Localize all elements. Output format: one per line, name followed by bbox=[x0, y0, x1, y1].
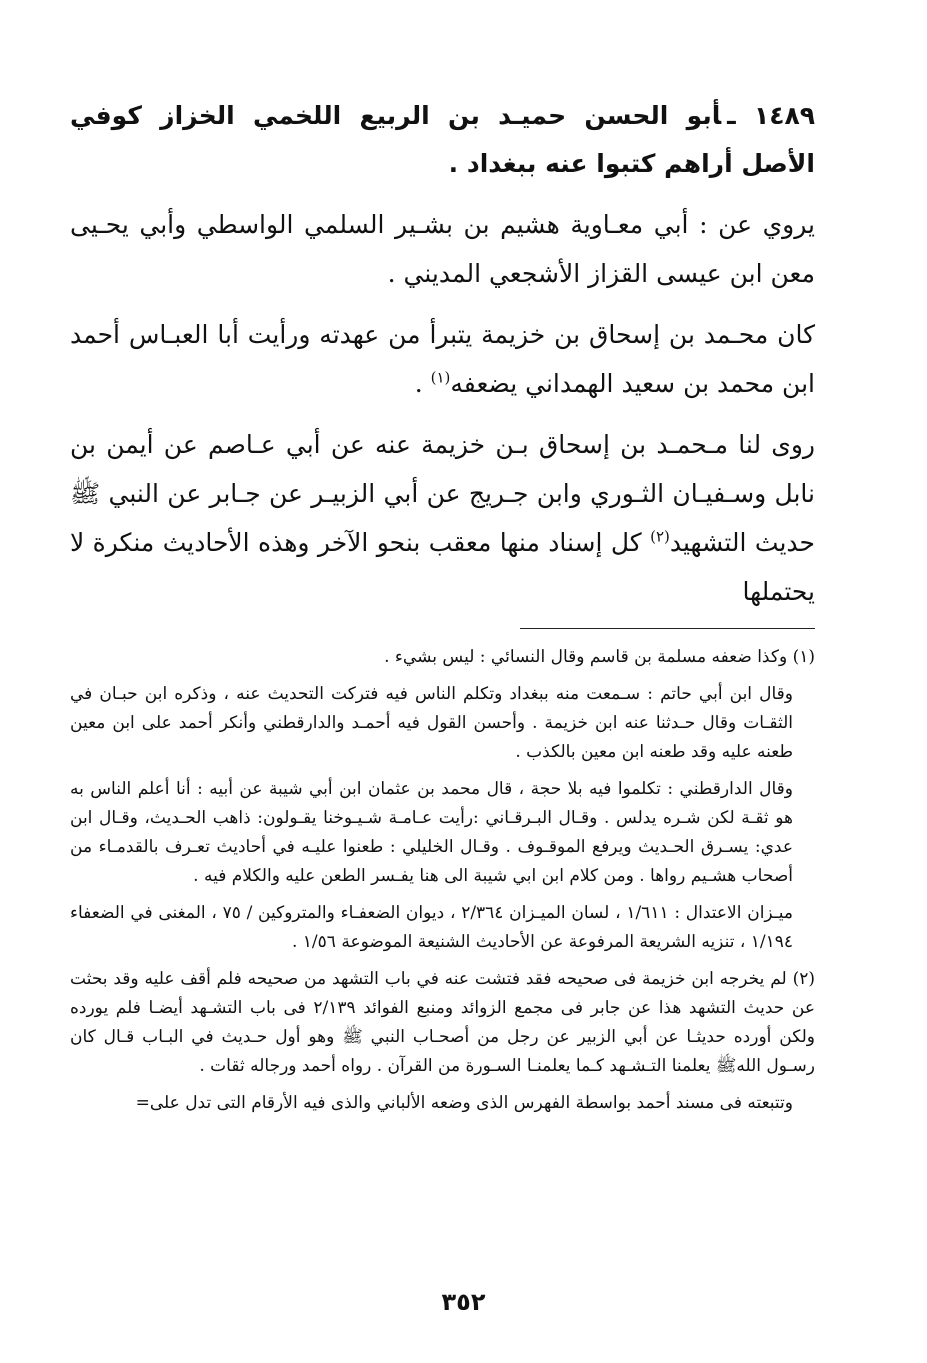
body-paragraph-2 bbox=[70, 310, 815, 408]
footnote-1-paragraph-2: وقال ابن أبي حاتم : سـمعت منه ببغداد وتكلم الناس فيه فتركت التحديث عنه ، وذكره ابن حبـان في الثقـات وقال حـدثنا عنه ابن خزيمة . وأحسن القول فيه أحمـد والدارقطني وأنكر أحمد على ابن معين طعنه عليه وقد طعنه ابن معين بالكذب . bbox=[70, 684, 793, 762]
footnote-1-sources: ميـزان الاعتدال : ١/٦١١ ، لسان الميـزان ٢/٣٦٤ ، ديوان الضعفـاء والمتروكين / ٧٥ ، المغنى في الضعفاء ١/١٩٤ ، تنزيه الشريعة المرفوعة عن الأحاديث الشنيعة الموضوعة ١/٥٦ . bbox=[70, 903, 794, 952]
footnote-2 bbox=[70, 965, 815, 1081]
footnote-1-line: وكذا ضعفه مسلمة بن قاسم وقال النسائي : ليس بشيء . bbox=[384, 647, 788, 667]
body-paragraph-3-text-a: روى لنا مـحمـد بن إسحاق بـن خزيمة عنه عن أبي عـاصم عن أيمن بن نابل وسـفيـان الثـوري وابن جـريج عن أبي الزبيـر عن جـابر عن النبي ﷺ حديث التشهيد bbox=[70, 430, 815, 557]
page-content bbox=[70, 92, 815, 1126]
footnote-ref-1: (١) bbox=[430, 368, 451, 387]
footnote-1 bbox=[70, 643, 815, 672]
body-paragraph-2-text: كان محـمد بن إسحاق بن خزيمة يتبرأ من عهدته ورأيت أبا العبـاس أحمد ابن محمد بن سعيد الهمداني يضعفه bbox=[70, 320, 815, 398]
page-number: ٣٥٢ bbox=[441, 1288, 486, 1316]
body-paragraph-2-end: . bbox=[414, 369, 431, 398]
footnote-2-continuation: وتتبعته فى مسند أحمد بواسطة الفهرس الذى وضعه الألباني والذى فيه الأرقام التى تدل على= bbox=[135, 1093, 793, 1113]
footnote-ref-2: (٢) bbox=[650, 527, 670, 546]
footnote-divider bbox=[520, 628, 815, 629]
body-paragraph-3 bbox=[70, 420, 815, 616]
entry-number: ١٤٨٩ ـ bbox=[727, 101, 816, 130]
footnote-1-paragraph-3: وقال الدارقطني : تكلموا فيه بلا حجة ، قال محمد بن عثمان ابن أبي شيبة عن أبيه : أنا أعلم الناس به هو ثقـة لكن شـره يدلس . وقـال البـرقـاني :رأيت عـامـة شـيـوخنا يقـولون: ذاهب الحـديث، وقـال ابن عدي: يسـرق الحـديث ويرفع الموقـوف . وقـال الخليلي : طعنوا عليـه في أحاديث تعـرف بالقدمـاء من أصحاب هشـيم رواها . ومن كلام ابن ابي شيبة الى هنا يفـسر الطعن عليه والكلام فيه . bbox=[70, 779, 793, 886]
entry-heading bbox=[70, 92, 815, 188]
entry-heading-text: أبو الحسن حميـد بن الربيع اللخمي الخزاز كوفي الأصل أراهم كتبوا عنه ببغداد . bbox=[70, 101, 815, 178]
body-paragraph-3-text-b: كل إسناد منها معقب بنحو الآخر وهذه الأحاديث منكرة لا يحتملها bbox=[70, 528, 815, 606]
body-paragraph-1: يروي عن : أبي معـاوية هشيم بن بشـير السلمي الواسطي وأبي يحـيى معن ابن عيسى القزاز الأشجعي المديني . bbox=[70, 210, 815, 288]
footnote-2-marker: (٢) bbox=[792, 969, 815, 989]
footnote-1-marker: (١) bbox=[792, 647, 815, 667]
footnote-2-text: لم يخرجه ابن خزيمة فى صحيحه فقد فتشت عنه في باب التشهد من صحيحه فلم أقف عليه وقد بحثت عن حديث التشهد هذا عن جابر فى مجمع الزوائد ومنبع الفوائد ٢/١٣٩ فى باب التشـهد أيضـا فلم يورده ولكن أورده حديثـا عن أبي الزبير عن رجل من أصحـاب النبي ﷺ وهو أول حـديث في البـاب قـال كان رسـول اللهﷺ يعلمنا التـشـهد كـما يعلمنـا السـورة من القرآن . رواه أحمد ورجاله ثقات . bbox=[70, 969, 815, 1076]
